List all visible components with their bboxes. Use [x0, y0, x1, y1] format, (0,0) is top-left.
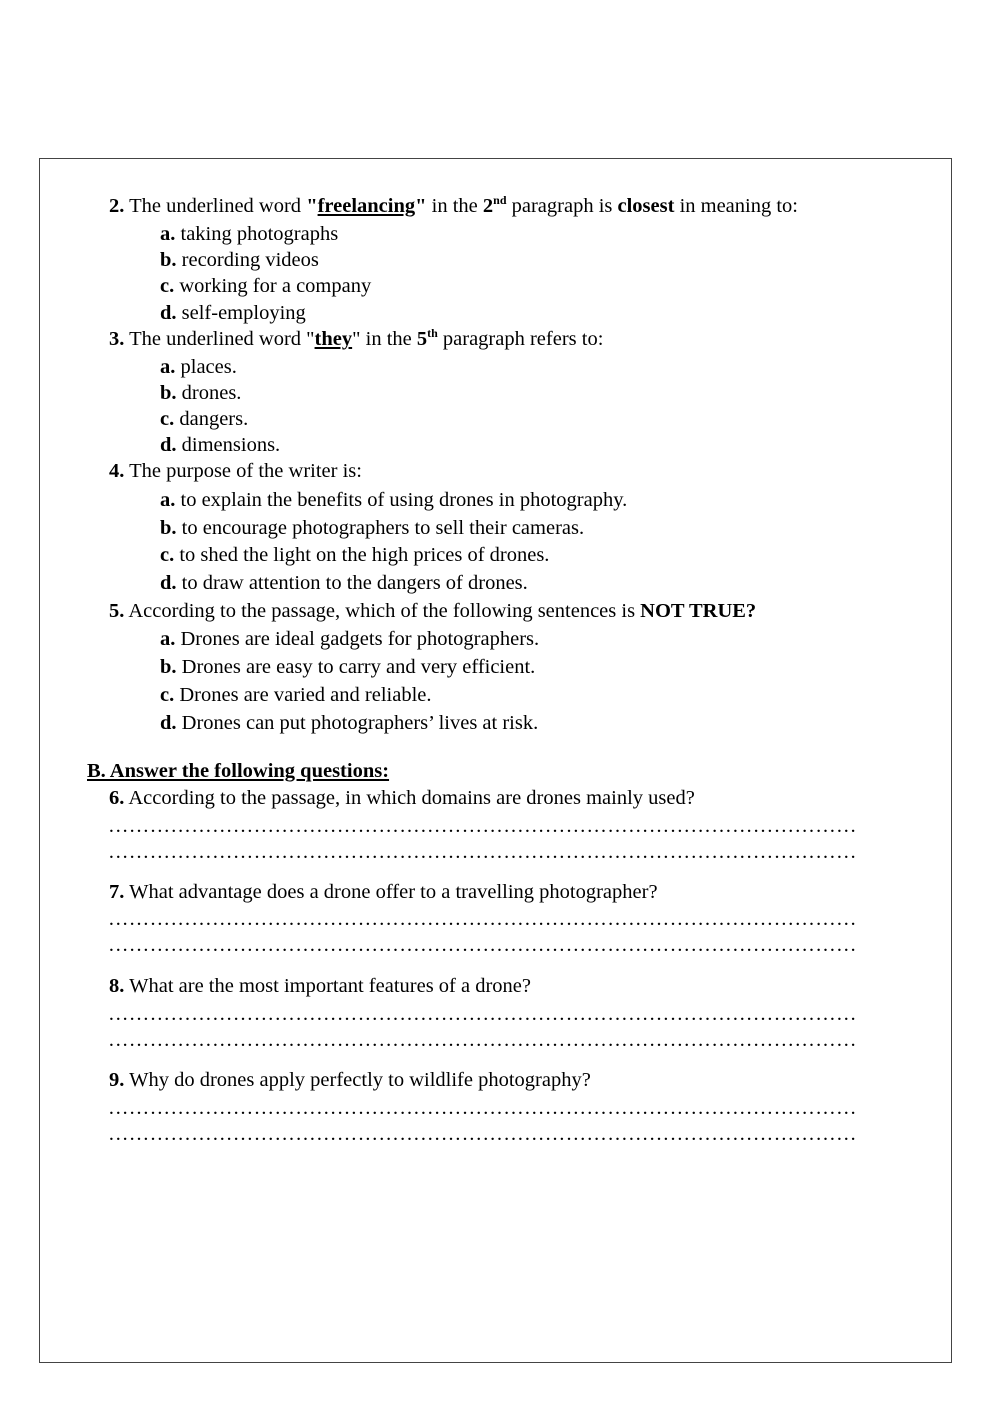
- question-number: 2.: [109, 195, 125, 217]
- question-7: 7. What advantage does a drone offer to a travelling photographer?: [109, 881, 658, 903]
- option: d. Drones can put photographers’ lives at risk.: [160, 712, 539, 734]
- question-number: 4.: [109, 460, 125, 482]
- option: a. places.: [160, 356, 237, 378]
- underlined-word: freelancing: [317, 195, 416, 217]
- answer-line[interactable]: ………………………………………………………………………………………………: [108, 1029, 857, 1051]
- answer-line[interactable]: ………………………………………………………………………………………………: [108, 934, 857, 956]
- question-2: 2. The underlined word "freelancing" in the 2nd paragraph is closest in meaning to:: [109, 193, 798, 217]
- answer-line[interactable]: ………………………………………………………………………………………………: [108, 1123, 857, 1145]
- answer-line[interactable]: ………………………………………………………………………………………………: [108, 908, 857, 930]
- option: d. dimensions.: [160, 434, 281, 456]
- option: c. working for a company: [160, 275, 372, 297]
- option: c. dangers.: [160, 408, 249, 430]
- answer-line[interactable]: ………………………………………………………………………………………………: [108, 1097, 857, 1119]
- answer-line[interactable]: ………………………………………………………………………………………………: [108, 1003, 857, 1025]
- option: a. Drones are ideal gadgets for photographers.: [160, 628, 540, 650]
- option: b. drones.: [160, 382, 242, 404]
- option: c. to shed the light on the high prices of drones.: [160, 544, 550, 566]
- option: b. recording videos: [160, 249, 319, 271]
- question-5: 5. According to the passage, which of the following sentences is NOT TRUE?: [109, 600, 757, 622]
- question-6: 6. According to the passage, in which domains are drones mainly used?: [109, 787, 695, 809]
- option: b. to encourage photographers to sell their cameras.: [160, 517, 585, 539]
- option: a. to explain the benefits of using drones in photography.: [160, 489, 628, 511]
- underlined-word: they: [314, 328, 353, 350]
- question-9: 9. Why do drones apply perfectly to wildlife photography?: [109, 1069, 591, 1091]
- option: a. taking photographs: [160, 223, 339, 245]
- option: d. to draw attention to the dangers of drones.: [160, 572, 528, 594]
- option: b. Drones are easy to carry and very efficient.: [160, 656, 536, 678]
- answer-line[interactable]: ………………………………………………………………………………………………: [108, 815, 857, 837]
- question-4: 4. The purpose of the writer is:: [109, 460, 362, 482]
- section-b-title: B. Answer the following questions:: [87, 760, 390, 782]
- question-8: 8. What are the most important features of a drone?: [109, 975, 531, 997]
- option: c. Drones are varied and reliable.: [160, 684, 432, 706]
- answer-line[interactable]: ………………………………………………………………………………………………: [108, 841, 857, 863]
- question-3: 3. The underlined word "they" in the 5th paragraph refers to:: [109, 326, 604, 350]
- option: d. self-employing: [160, 302, 306, 324]
- question-number: 5.: [109, 600, 125, 622]
- question-number: 3.: [109, 328, 125, 350]
